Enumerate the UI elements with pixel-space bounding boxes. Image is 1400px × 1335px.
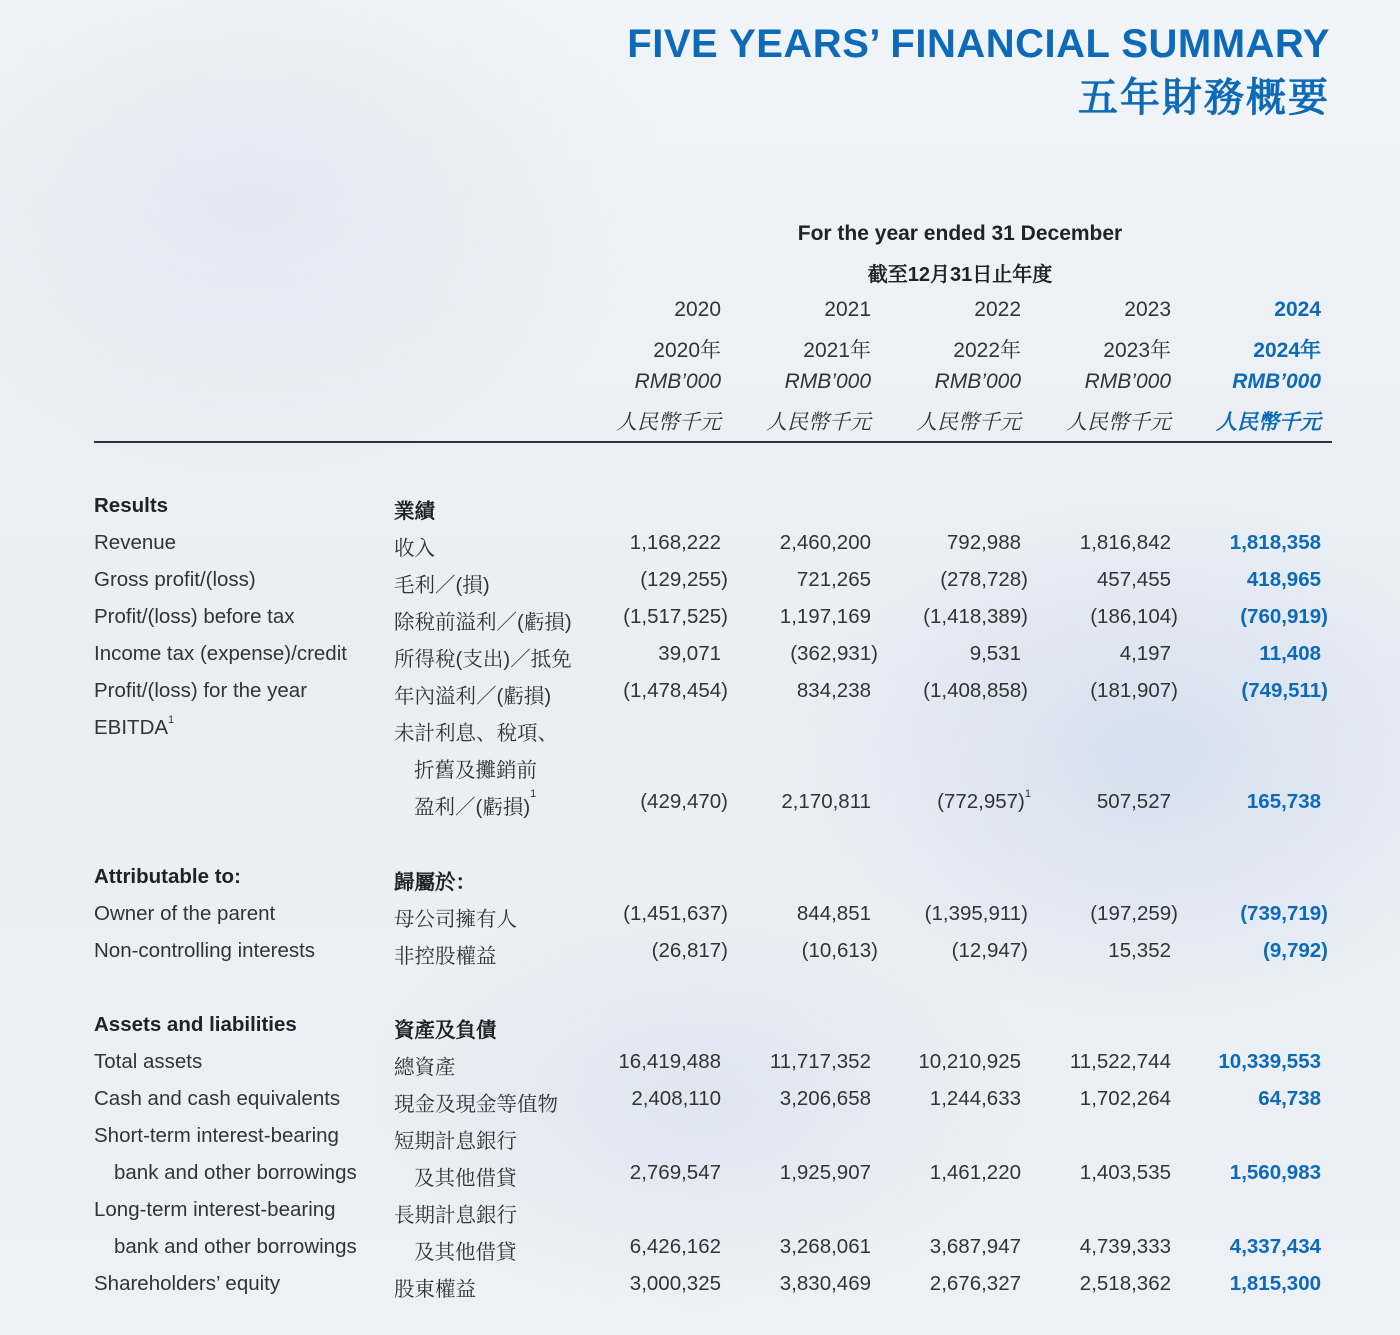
row-label-zh: 盈利／(虧損)$^1$ (414, 788, 537, 819)
row-label-en: Non-controlling interests (94, 939, 316, 962)
row-label-zh: 非控股權益 (394, 945, 497, 968)
header-divider (94, 441, 1332, 443)
column-header-year-2022: 2022 (974, 298, 1021, 321)
table-row-ebitda (0, 716, 1400, 750)
page-title-en: FIVE YEARS’ FINANCIAL SUMMARY (627, 22, 1330, 66)
row-label-en: Profit/(loss) for the year (94, 679, 308, 702)
row-label-en: bank and other borrowings (114, 1235, 357, 1258)
column-header-year-zh-2024: 2024年 (1253, 339, 1321, 362)
section-assets (0, 1013, 1400, 1047)
value-2023: 11,522,744 (1069, 1050, 1171, 1073)
value-2020: 39,071 (658, 642, 721, 665)
row-label-en: Revenue (94, 531, 177, 554)
value-2022: (1,395,911) (924, 902, 1028, 925)
value-2021: (10,613) (801, 939, 878, 962)
value-2023: 4,739,333 (1079, 1235, 1171, 1258)
row-label-en: bank and other borrowings (114, 1161, 357, 1184)
section-heading-en: Results (94, 494, 169, 517)
column-header-year-zh-2022: 2022年 (953, 339, 1021, 362)
page-title-zh: 五年財務概要 (1078, 76, 1330, 120)
row-label-zh: 年內溢利／(虧損) (394, 685, 552, 708)
table-row-ebitda-cont (0, 753, 1400, 787)
row-label-zh: 及其他借貸 (414, 1167, 517, 1190)
value-2022: $(772,957)^1$ (937, 788, 1031, 813)
column-header-unit-zh-2021: 人民幣千元 (766, 411, 871, 434)
value-2024: (9,792) (1263, 939, 1328, 962)
value-2020: (1,478,454) (623, 679, 728, 702)
value-2024: 418,965 (1246, 568, 1321, 591)
value-2020: (1,517,525) (623, 605, 728, 628)
value-2024: 1,818,358 (1229, 531, 1321, 554)
column-header-year-2020: 2020 (674, 298, 721, 321)
table-row-ebitda-values (0, 790, 1400, 824)
value-2022: 792,988 (946, 531, 1021, 554)
table-row (0, 1087, 1400, 1121)
row-label-zh: 未計利息、稅項、 (394, 722, 558, 745)
table-row (0, 531, 1400, 565)
value-2023: 457,455 (1096, 568, 1171, 591)
column-header-unit-zh-2023: 人民幣千元 (1066, 411, 1171, 434)
section-heading-en: Attributable to: (94, 865, 241, 888)
section-attributable (0, 865, 1400, 899)
table-row (0, 568, 1400, 602)
row-label-en: EBITDA$^1$ (94, 714, 175, 739)
footnote-marker: 1 (1024, 788, 1031, 800)
value-2021: 3,206,658 (779, 1087, 871, 1110)
value-2022: (1,408,858) (923, 679, 1028, 702)
table-row (0, 679, 1400, 713)
row-label-zh: 總資產 (394, 1056, 456, 1079)
column-header-year-zh-2023: 2023年 (1103, 339, 1171, 362)
value-2020: (1,451,637) (623, 902, 728, 925)
section-results (0, 494, 1400, 528)
value-2022: 1,461,220 (929, 1161, 1021, 1184)
value-2024: 165,738 (1246, 790, 1321, 813)
value-2021: 1,925,907 (779, 1161, 871, 1184)
row-label-en: Total assets (94, 1050, 203, 1073)
value-2024: 11,408 (1259, 642, 1321, 665)
value-2021: 11,717,352 (769, 1050, 871, 1073)
column-header-unit-zh-2022: 人民幣千元 (916, 411, 1021, 434)
column-header-unit-en-2022: RMB’000 (934, 370, 1021, 393)
table-row (0, 605, 1400, 639)
row-label-zh: 母公司擁有人 (394, 908, 517, 931)
value-2021: 2,170,811 (781, 790, 871, 813)
row-label-en: Income tax (expense)/credit (94, 642, 347, 665)
column-header-unit-en-2021: RMB’000 (784, 370, 871, 393)
table-row (0, 1272, 1400, 1306)
row-label-zh: 現金及現金等值物 (394, 1093, 558, 1116)
value-2023: 2,518,362 (1079, 1272, 1171, 1295)
value-2022: 3,687,947 (929, 1235, 1021, 1258)
row-label-zh: 折舊及攤銷前 (414, 759, 537, 782)
value-2022: (12,947) (951, 939, 1028, 962)
row-label-zh: 股東權益 (394, 1278, 476, 1301)
row-label-zh: 及其他借貸 (414, 1241, 517, 1264)
row-label-en: Short-term interest-bearing (94, 1124, 339, 1147)
value-2022: 1,244,633 (929, 1087, 1021, 1110)
value-2023: (181,907) (1090, 679, 1178, 702)
row-label-en: Gross profit/(loss) (94, 568, 256, 591)
column-header-year-2021: 2021 (824, 298, 871, 321)
table-row (0, 1050, 1400, 1084)
value-2020: 1,168,222 (629, 531, 721, 554)
value-2024: (739,719) (1240, 902, 1328, 925)
row-label-zh: 短期計息銀行 (394, 1130, 517, 1153)
section-heading-zh: 業績 (394, 500, 435, 523)
section-heading-en: Assets and liabilities (94, 1013, 297, 1036)
value-2022: 10,210,925 (918, 1050, 1021, 1073)
value-2024: 10,339,553 (1218, 1050, 1321, 1073)
table-row (0, 1198, 1400, 1232)
row-label-zh: 除稅前溢利／(虧損) (394, 611, 572, 634)
value-2023: 4,197 (1119, 642, 1171, 665)
row-label-zh: 毛利／(損) (394, 574, 490, 597)
value-2020: 6,426,162 (629, 1235, 721, 1258)
period-heading-en: For the year ended 31 December (797, 222, 1123, 245)
column-header-unit-en-2020: RMB’000 (634, 370, 721, 393)
column-header-year-zh-2021: 2021年 (803, 339, 871, 362)
value-2023: 15,352 (1108, 939, 1171, 962)
value-2024: 1,815,300 (1229, 1272, 1321, 1295)
value-2024: 1,560,983 (1229, 1161, 1321, 1184)
value-2023: (186,104) (1090, 605, 1178, 628)
value-2022: 9,531 (969, 642, 1021, 665)
value-2020: 2,769,547 (629, 1161, 721, 1184)
section-heading-zh: 資產及負債 (394, 1019, 497, 1042)
value-2024: (749,511) (1241, 679, 1328, 702)
value-2023: 1,403,535 (1079, 1161, 1171, 1184)
row-label-en: Owner of the parent (94, 902, 276, 925)
value-2022: (1,418,389) (923, 605, 1028, 628)
row-label-zh: 長期計息銀行 (394, 1204, 517, 1227)
column-header-year-2023: 2023 (1124, 298, 1171, 321)
row-label-en: Shareholders’ equity (94, 1272, 281, 1295)
row-label-zh: 收入 (394, 537, 435, 560)
row-label-en: Profit/(loss) before tax (94, 605, 295, 628)
value-2021: (362,931) (790, 642, 878, 665)
footnote-marker: 1 (530, 788, 537, 800)
footnote-marker: 1 (168, 714, 175, 726)
table-row (0, 642, 1400, 676)
value-2024: 64,738 (1258, 1087, 1321, 1110)
value-2023: 507,527 (1096, 790, 1171, 813)
value-2023: (197,259) (1090, 902, 1178, 925)
value-2020: (129,255) (640, 568, 728, 591)
value-2020: (429,470) (640, 790, 728, 813)
value-2021: 2,460,200 (779, 531, 871, 554)
table-row (0, 939, 1400, 973)
value-2021: 3,830,469 (779, 1272, 871, 1295)
value-2021: 844,851 (796, 902, 871, 925)
period-heading-zh: 截至12月31日止年度 (867, 264, 1053, 286)
value-2021: 834,238 (796, 679, 871, 702)
value-2023: 1,702,264 (1079, 1087, 1171, 1110)
column-header-unit-zh-2024: 人民幣千元 (1216, 411, 1321, 434)
column-header-unit-zh-2020: 人民幣千元 (616, 411, 721, 434)
row-label-zh: 所得稅(支出)／抵免 (394, 648, 572, 671)
column-header-unit-en-2023: RMB’000 (1084, 370, 1171, 393)
section-heading-zh: 歸屬於： (394, 871, 476, 894)
row-label-en: Long-term interest-bearing (94, 1198, 336, 1221)
value-2024: (760,919) (1240, 605, 1328, 628)
value-2022: 2,676,327 (929, 1272, 1021, 1295)
column-header-unit-en-2024: RMB’000 (1232, 370, 1321, 393)
table-row (0, 1235, 1400, 1269)
table-row (0, 1161, 1400, 1195)
value-2023: 1,816,842 (1079, 531, 1171, 554)
column-header-year-2024: 2024 (1274, 298, 1321, 321)
value-2021: 1,197,169 (779, 605, 871, 628)
value-2021: 3,268,061 (779, 1235, 871, 1258)
table-row (0, 1124, 1400, 1158)
value-2021: 721,265 (796, 568, 871, 591)
value-2020: 16,419,488 (618, 1050, 721, 1073)
value-2024: 4,337,434 (1229, 1235, 1321, 1258)
value-2020: (26,817) (651, 939, 728, 962)
value-2020: 3,000,325 (629, 1272, 721, 1295)
table-row (0, 902, 1400, 936)
column-header-year-zh-2020: 2020年 (653, 339, 721, 362)
row-label-en: Cash and cash equivalents (94, 1087, 341, 1110)
value-2022: (278,728) (940, 568, 1028, 591)
value-2020: 2,408,110 (631, 1087, 721, 1110)
